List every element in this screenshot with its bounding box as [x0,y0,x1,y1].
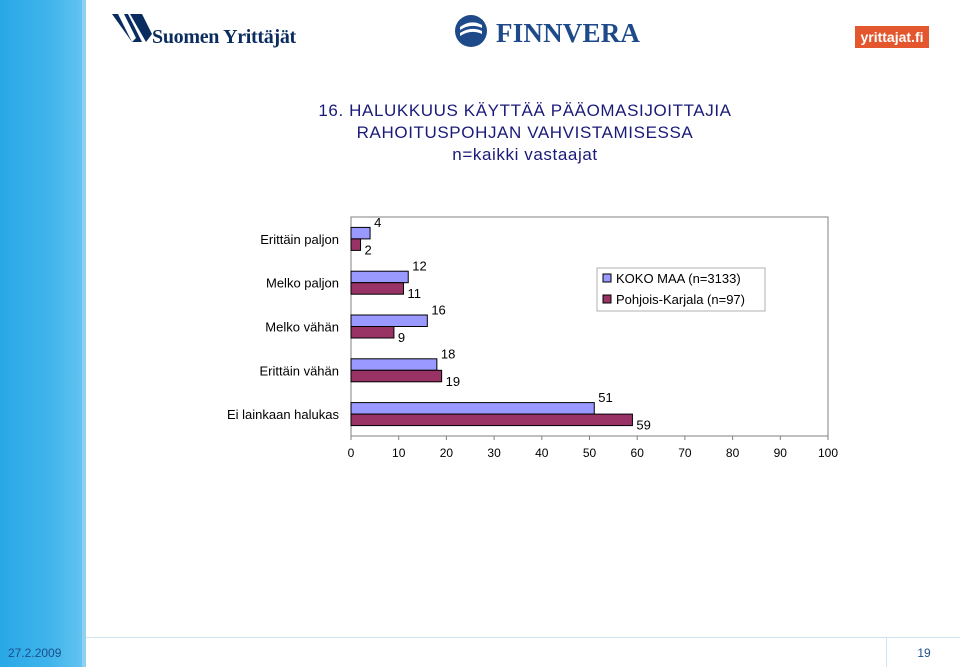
bar-koko-maa [351,271,408,283]
data-label: 9 [397,330,406,345]
category-label: Ei lainkaan halukas [226,407,339,423]
x-tick-label: 90 [773,446,787,460]
bar-koko-maa [351,403,594,415]
data-label: 11 [407,286,421,302]
x-tick-label: 40 [535,446,549,460]
data-label: 19 [445,373,461,389]
x-tick-label: 0 [347,446,355,460]
x-tick-label: 30 [487,446,501,460]
x-tick-label: 70 [678,446,692,460]
bar-pohjois-karjala [351,370,442,382]
category-label: Melko paljon [266,275,339,291]
data-label: 18 [440,346,456,362]
data-label: 4 [374,214,382,230]
x-tick-label: 100 [817,446,839,460]
legend-swatch [603,274,611,282]
bar-pohjois-karjala [351,283,403,295]
yrittajat-fi-logo: yrittajat.fi [855,26,929,48]
x-tick-label: 20 [439,446,454,460]
data-label: 59 [636,417,651,433]
category-label: Erittäin paljon [260,231,339,247]
bar-pohjois-karjala [351,414,632,426]
footer-date: 27.2.2009 [8,646,62,660]
bar-pohjois-karjala [351,327,394,339]
category-label: Melko vähän [265,319,339,335]
x-tick-label: 60 [630,446,644,460]
data-label: 51 [598,390,613,406]
chart-title-line-2: RAHOITUSPOHJAN VAHVISTAMISESSA [356,123,694,142]
x-tick-label: 50 [582,446,597,460]
bar-pohjois-karjala [351,239,361,251]
finnvera-logo-text: FINNVERA [496,18,641,48]
legend-swatch [603,295,611,303]
data-label: 16 [431,302,446,318]
chart-title-line-1: 16. HALUKKUUS KÄYTTÄÄ PÄÄOMASIJOITTAJIA [318,101,732,120]
suomen-yrittajat-logo-text: Suomen Yrittäjät [152,26,296,48]
data-label: 2 [364,242,372,258]
footer-divider [86,637,960,638]
bar-koko-maa [351,227,370,239]
x-tick-label: 10 [392,446,406,460]
x-tick-label: 80 [725,446,740,460]
category-label: Erittäin vähän [259,363,339,379]
legend-label: KOKO MAA (n=3133) [616,271,741,286]
page-number: 19 [886,638,960,667]
bar-koko-maa [351,359,437,371]
data-label: 12 [412,258,427,274]
legend-label: Pohjois-Karjala (n=97) [616,292,745,307]
chart-title-line-3: n=kaikki vastaajat [452,145,598,164]
bar-koko-maa [351,315,427,327]
